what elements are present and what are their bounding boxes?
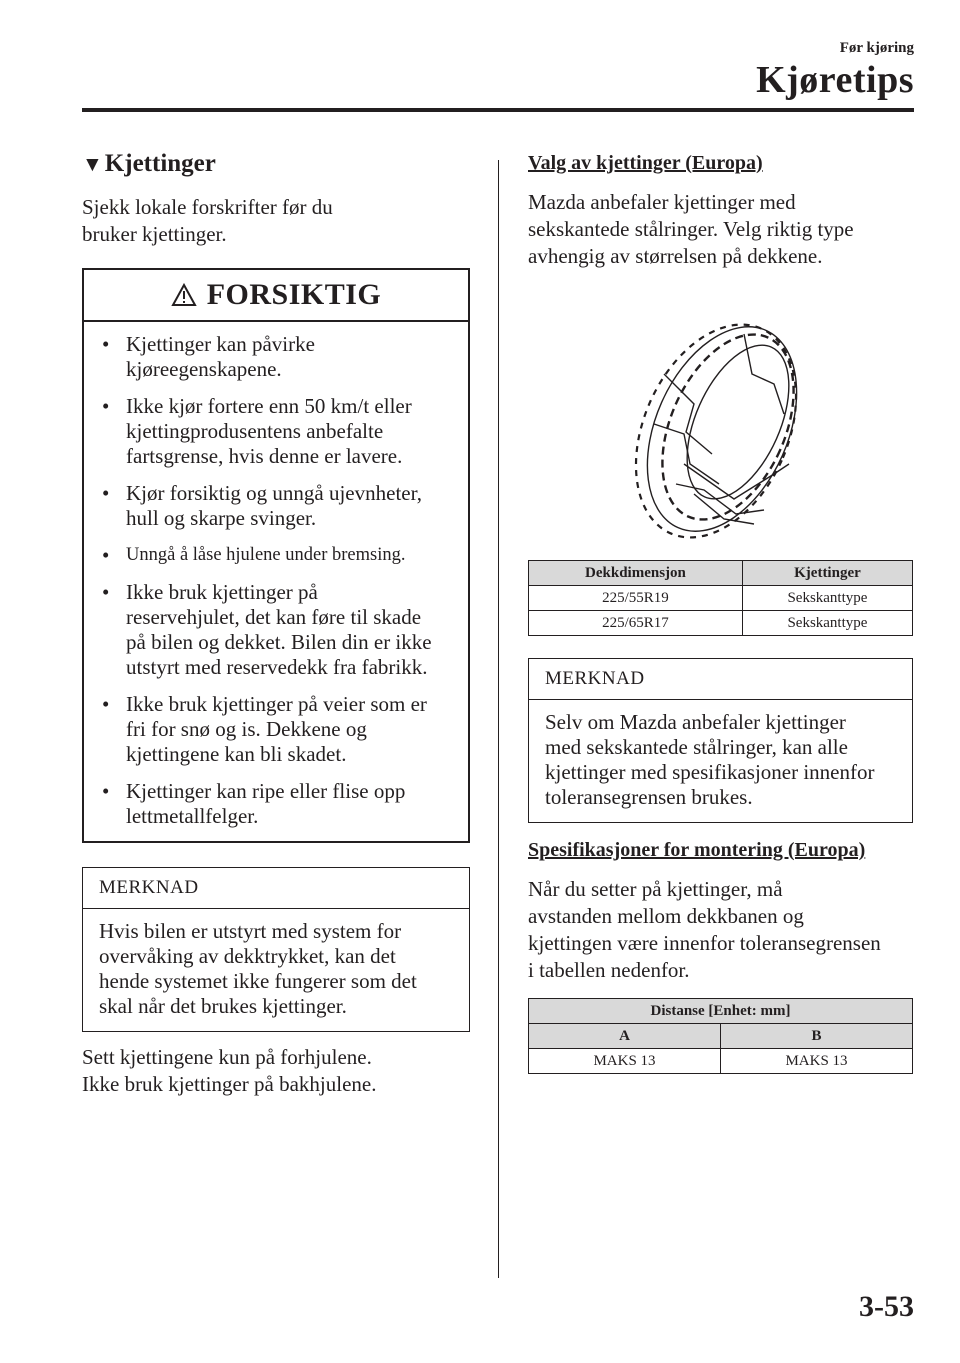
caution-line: kjettingene kan bli skadet.	[126, 742, 347, 766]
subheading-selection: Valg av kjettinger (Europa)	[528, 152, 763, 174]
intro-line: Sjekk lokale forskrifter før du	[82, 195, 333, 219]
note-body	[529, 700, 912, 822]
note-line: skal når det brukes kjettinger.	[99, 994, 347, 1018]
note-body	[83, 909, 469, 1031]
selection-line: Mazda anbefaler kjettinger med	[528, 190, 796, 214]
bullet-icon: •	[102, 779, 110, 803]
caution-item	[100, 332, 458, 382]
bullet-icon: •	[102, 543, 110, 567]
note-box-right	[528, 658, 913, 823]
column-divider	[498, 160, 499, 1278]
bullet-icon: •	[102, 394, 110, 418]
header-section-label: Før kjøring	[839, 40, 914, 56]
table-header-cell: Dekkdimensjon	[529, 561, 743, 586]
table-header-row	[529, 1024, 913, 1049]
note-line: Hvis bilen er utstyrt med system for	[99, 919, 402, 943]
right-column	[528, 152, 914, 1074]
caution-line: reservehjulet, det kan føre til skade	[126, 605, 422, 629]
table-header-cell: Kjettinger	[742, 561, 912, 586]
note-line: med sekskantede stålringer, kan alle	[545, 735, 848, 759]
caution-title: FORSIKTIG	[206, 278, 382, 311]
table-cell: Sekskanttype	[742, 611, 912, 636]
table-cell: MAKS 13	[529, 1049, 721, 1074]
caution-line: Kjettinger kan ripe eller flise opp	[126, 779, 406, 803]
specifications-line: i tabellen nedenfor.	[528, 958, 690, 982]
page-number: 3-53	[859, 1290, 914, 1323]
table-title-row	[529, 999, 913, 1024]
table-cell: 225/65R17	[529, 611, 743, 636]
section-heading-text: Kjettinger	[104, 150, 216, 177]
bullet-icon: •	[102, 332, 110, 356]
caution-line: Ikke bruk kjettinger på	[126, 580, 318, 604]
note-line: toleransegrensen brukes.	[545, 785, 753, 809]
caution-item	[100, 394, 458, 469]
note-line: Selv om Mazda anbefaler kjettinger	[545, 710, 846, 734]
note-line: kjettinger med spesifikasjoner innenfor	[545, 760, 875, 784]
caution-line: Unngå å låse hjulene under bremsing.	[126, 545, 406, 565]
outro-line: Ikke bruk kjettinger på bakhjulene.	[82, 1072, 377, 1096]
header-title: Kjøretips	[756, 59, 914, 101]
table-cell: Sekskanttype	[742, 586, 912, 611]
caution-line: lettmetallfelger.	[126, 804, 259, 828]
table-cell: 225/55R19	[529, 586, 743, 611]
selection-line: avhengig av størrelsen på dekkene.	[528, 244, 823, 268]
caution-line: kjettingprodusentens anbefalte	[126, 419, 384, 443]
distance-table	[528, 998, 913, 1074]
caution-line: på bilen og dekket. Bilen din er ikke	[126, 630, 432, 654]
specifications-line: avstanden mellom dekkbanen og	[528, 904, 804, 928]
caution-line: fartsgrense, hvis denne er lavere.	[126, 444, 403, 468]
table-title-cell: Distanse [Enhet: mm]	[529, 999, 913, 1024]
table-row	[529, 586, 913, 611]
outro-line: Sett kjettingene kun på forhjulene.	[82, 1045, 372, 1069]
specifications-line: Når du setter på kjettinger, må	[528, 877, 783, 901]
table-row	[529, 1049, 913, 1074]
caution-line: utstyrt med reservedekk fra fabrikk.	[126, 655, 428, 679]
warning-triangle-icon	[171, 283, 197, 307]
caution-line: Kjør forsiktig og unngå ujevnheter,	[126, 481, 423, 505]
caution-item	[100, 580, 458, 680]
caution-line: Ikke bruk kjettinger på veier som er	[126, 692, 427, 716]
table-row	[529, 611, 913, 636]
triangle-down-icon: ▼	[82, 151, 103, 176]
table-header-cell: B	[721, 1024, 913, 1049]
note-box-left	[82, 867, 470, 1032]
note-line: overvåking av dekktrykket, kan det	[99, 944, 396, 968]
caution-line: fri for snø og is. Dekkene og	[126, 717, 367, 741]
note-header: MERKNAD	[83, 868, 469, 909]
note-line: hende systemet ikke fungerer som det	[99, 969, 417, 993]
table-cell: MAKS 13	[721, 1049, 913, 1074]
subheading-specifications: Spesifikasjoner for montering (Europa)	[528, 839, 866, 861]
caution-line: hull og skarpe svinger.	[126, 506, 317, 530]
caution-list	[84, 322, 468, 841]
selection-line: sekskantede stålringer. Velg riktig type	[528, 217, 854, 241]
specifications-paragraph	[528, 876, 914, 984]
tire-chain-illustration	[624, 314, 820, 544]
tire-dimension-table	[528, 560, 913, 636]
caution-item	[100, 543, 458, 568]
intro-paragraph	[82, 194, 470, 248]
caution-line: Ikke kjør fortere enn 50 km/t eller	[126, 394, 412, 418]
caution-header	[84, 270, 468, 322]
selection-paragraph	[528, 189, 914, 270]
caution-item	[100, 481, 458, 531]
header-rule	[82, 108, 914, 112]
note-header: MERKNAD	[529, 659, 912, 700]
specifications-line: kjettingen være innenfor toleransegrensen	[528, 931, 881, 955]
left-column	[82, 150, 470, 1098]
bullet-icon: •	[102, 481, 110, 505]
bullet-icon: •	[102, 580, 110, 604]
section-heading-kjettinger	[82, 150, 470, 178]
intro-line: bruker kjettinger.	[82, 222, 227, 246]
table-header-row	[529, 561, 913, 586]
caution-line: kjøreegenskapene.	[126, 357, 282, 381]
caution-item	[100, 779, 458, 829]
caution-line: Kjettinger kan påvirke	[126, 332, 315, 356]
table-header-cell: A	[529, 1024, 721, 1049]
bullet-icon: •	[102, 692, 110, 716]
caution-box	[82, 268, 470, 843]
caution-item	[100, 692, 458, 767]
outro-paragraph	[82, 1044, 470, 1098]
